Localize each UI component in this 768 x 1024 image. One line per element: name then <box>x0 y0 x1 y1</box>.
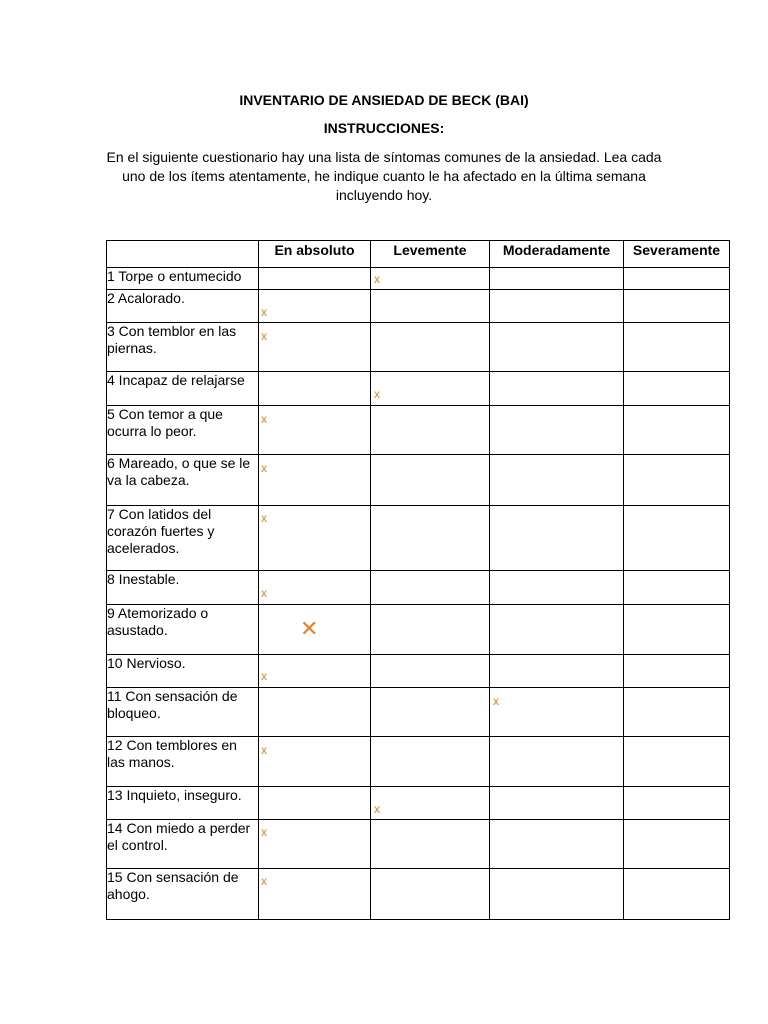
header-cell-severamente: Severamente <box>624 241 730 268</box>
cell-levemente[interactable] <box>371 655 490 688</box>
item-label: 5 Con temor a que ocurra lo peor. <box>107 406 259 455</box>
cell-severamente[interactable] <box>624 323 730 372</box>
cell-moderadamente[interactable] <box>490 506 624 571</box>
cell-severamente[interactable] <box>624 268 730 290</box>
cell-severamente[interactable] <box>624 655 730 688</box>
cell-en-absoluto[interactable] <box>259 268 371 290</box>
cell-moderadamente[interactable] <box>490 323 624 372</box>
cell-moderadamente[interactable] <box>490 605 624 655</box>
item-label: 8 Inestable. <box>107 571 259 605</box>
item-label: 6 Mareado, o que se le va la cabeza. <box>107 455 259 506</box>
cell-en-absoluto[interactable] <box>259 372 371 406</box>
cell-levemente[interactable] <box>371 787 490 820</box>
item-label: 9 Atemorizado o asustado. <box>107 605 259 655</box>
cell-moderadamente[interactable] <box>490 787 624 820</box>
check-mark: x <box>261 586 267 600</box>
item-label: 7 Con latidos del corazón fuertes y acelerados. <box>107 506 259 571</box>
table-row <box>107 506 730 571</box>
item-label: 4 Incapaz de relajarse <box>107 372 259 406</box>
cell-levemente[interactable] <box>371 605 490 655</box>
cell-en-absoluto[interactable] <box>259 605 371 655</box>
check-mark: x <box>261 825 267 839</box>
cell-en-absoluto[interactable] <box>259 820 371 869</box>
cell-moderadamente[interactable] <box>490 688 624 737</box>
table-row <box>107 268 730 290</box>
cell-moderadamente[interactable] <box>490 820 624 869</box>
cell-levemente[interactable] <box>371 372 490 406</box>
cell-en-absoluto[interactable] <box>259 506 371 571</box>
cell-severamente[interactable] <box>624 506 730 571</box>
cell-severamente[interactable] <box>624 820 730 869</box>
item-label: 13 Inquieto, inseguro. <box>107 787 259 820</box>
instructions-text: En el siguiente cuestionario hay una lista de síntomas comunes de la ansiedad. Lea cada uno de los ítems atentamente, he indique cuanto le ha afectado en la última semana incluyendo hoy. <box>106 149 662 203</box>
cell-moderadamente[interactable] <box>490 290 624 323</box>
cell-en-absoluto[interactable] <box>259 737 371 787</box>
check-mark: x <box>261 412 267 426</box>
check-mark: x <box>261 743 267 757</box>
item-label: 1 Torpe o entumecido <box>107 268 259 290</box>
cell-levemente[interactable] <box>371 688 490 737</box>
cell-en-absoluto[interactable] <box>259 787 371 820</box>
cell-severamente[interactable] <box>624 571 730 605</box>
item-label: 11 Con sensación de bloqueo. <box>107 688 259 737</box>
item-label: 14 Con miedo a perder el control. <box>107 820 259 869</box>
table-row <box>107 605 730 655</box>
cell-moderadamente[interactable] <box>490 406 624 455</box>
check-mark: x <box>261 511 267 525</box>
cell-en-absoluto[interactable] <box>259 869 371 920</box>
check-mark: x <box>261 669 267 683</box>
cell-en-absoluto[interactable] <box>259 655 371 688</box>
table-row <box>107 406 730 455</box>
cell-moderadamente[interactable] <box>490 571 624 605</box>
item-label: 15 Con sensación de ahogo. <box>107 869 259 920</box>
cell-severamente[interactable] <box>624 455 730 506</box>
table-row <box>107 455 730 506</box>
cell-levemente[interactable] <box>371 737 490 787</box>
cell-severamente[interactable] <box>624 406 730 455</box>
check-mark: x <box>261 461 267 475</box>
instructions-heading: INSTRUCCIONES: <box>323 120 445 136</box>
table-row <box>107 737 730 787</box>
cell-levemente[interactable] <box>371 869 490 920</box>
cell-en-absoluto[interactable] <box>259 455 371 506</box>
table-row <box>107 820 730 869</box>
cell-severamente[interactable] <box>624 737 730 787</box>
header-row <box>107 241 730 268</box>
cell-en-absoluto[interactable] <box>259 323 371 372</box>
cell-levemente[interactable] <box>371 290 490 323</box>
header-cell-moderadamente: Moderadamente <box>490 241 624 268</box>
cell-levemente[interactable] <box>371 455 490 506</box>
cell-severamente[interactable] <box>624 787 730 820</box>
cell-moderadamente[interactable] <box>490 869 624 920</box>
cell-moderadamente[interactable] <box>490 655 624 688</box>
cell-levemente[interactable] <box>371 268 490 290</box>
header-cell-item <box>107 241 259 268</box>
table-row <box>107 869 730 920</box>
check-mark: x <box>261 305 267 319</box>
item-label: 3 Con temblor en las piernas. <box>107 323 259 372</box>
big-check-mark: ✕ <box>300 617 319 642</box>
cell-levemente[interactable] <box>371 406 490 455</box>
cell-levemente[interactable] <box>371 323 490 372</box>
cell-en-absoluto[interactable] <box>259 571 371 605</box>
cell-severamente[interactable] <box>624 372 730 406</box>
cell-en-absoluto[interactable] <box>259 406 371 455</box>
table-row <box>107 787 730 820</box>
bai-table <box>106 240 730 920</box>
document-title: INVENTARIO DE ANSIEDAD DE BECK (BAI) <box>239 92 529 108</box>
check-mark: x <box>261 329 267 343</box>
check-mark: x <box>374 802 380 816</box>
cell-moderadamente[interactable] <box>490 268 624 290</box>
check-mark: x <box>374 272 380 286</box>
cell-moderadamente[interactable] <box>490 455 624 506</box>
table-row <box>107 372 730 406</box>
item-label: 12 Con temblores en las manos. <box>107 737 259 787</box>
check-mark: x <box>261 874 267 888</box>
item-label: 2 Acalorado. <box>107 290 259 323</box>
header-cell-levemente: Levemente <box>371 241 490 268</box>
cell-severamente[interactable] <box>624 605 730 655</box>
header-cell-en-absoluto: En absoluto <box>259 241 371 268</box>
cell-en-absoluto[interactable] <box>259 688 371 737</box>
cell-levemente[interactable] <box>371 506 490 571</box>
cell-moderadamente[interactable] <box>490 372 624 406</box>
table-row <box>107 571 730 605</box>
cell-severamente[interactable] <box>624 290 730 323</box>
cell-severamente[interactable] <box>624 869 730 920</box>
table-row <box>107 688 730 737</box>
check-mark: x <box>374 387 380 401</box>
cell-severamente[interactable] <box>624 688 730 737</box>
table-row <box>107 323 730 372</box>
cell-moderadamente[interactable] <box>490 737 624 787</box>
item-label: 10 Nervioso. <box>107 655 259 688</box>
cell-en-absoluto[interactable] <box>259 290 371 323</box>
cell-levemente[interactable] <box>371 571 490 605</box>
cell-levemente[interactable] <box>371 820 490 869</box>
check-mark: x <box>493 694 499 708</box>
table-row <box>107 655 730 688</box>
table-row <box>107 290 730 323</box>
